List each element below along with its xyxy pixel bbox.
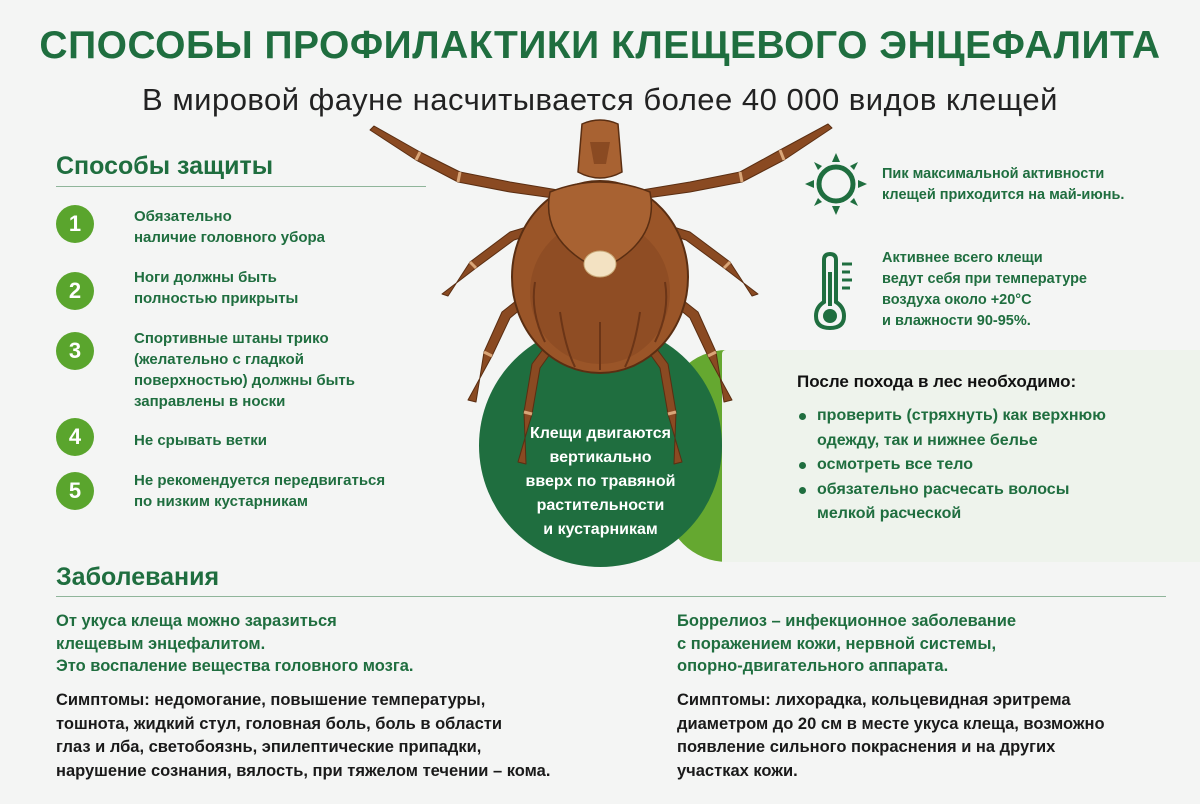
step-number-badge: 5 — [56, 472, 94, 510]
page-title: СПОСОБЫ ПРОФИЛАКТИКИ КЛЕЩЕВОГО ЭНЦЕФАЛИТА — [39, 24, 1161, 67]
page-subtitle: В мировой фауне насчитывается более 40 000 видов клещей — [142, 82, 1058, 117]
circle-text: Клещи двигаются вертикально вверх по травяной растительности и кустарникам — [525, 425, 676, 538]
encephalitis-symptoms: Симптомы: недомогание, повышение температуры, тошнота, жидкий стул, головная боль, боль в области глаз и лба, светобоязнь, эпилептические припадки, нарушение сознания, вялость, при тяжелом течении – кома. — [56, 691, 551, 780]
protection-item-text: Обязательно наличие головного убора — [134, 208, 326, 246]
step-number-badge: 3 — [56, 332, 94, 370]
protection-item-text: Не срывать ветки — [134, 432, 268, 449]
after-walk-item: обязательно расчесать волосы мелкой расческой — [797, 478, 1177, 527]
diseases-divider — [56, 596, 1166, 597]
step-number-badge: 1 — [56, 205, 94, 243]
step-number-badge: 2 — [56, 272, 94, 310]
encephalitis-intro: От укуса клеща можно заразиться клещевым энцефалитом. Это воспаление вещества головного мозга. — [56, 612, 414, 675]
after-walk-item: осмотреть все тело — [797, 453, 1177, 478]
thermometer-icon — [810, 252, 862, 332]
after-walk-item: проверить (стряхнуть) как верхнюю одежду, так и нижнее белье — [797, 404, 1177, 453]
after-walk-title: После похода в лес необходимо: — [797, 372, 1077, 391]
peak-activity-text: Пик максимальной активности клещей приходится на май-июнь. — [882, 166, 1125, 203]
sun-icon — [805, 153, 867, 215]
protection-section-title: Способы защиты — [56, 152, 274, 180]
borreliosis-intro: Боррелиоз – инфекционное заболевание с поражением кожи, нервной системы, опорно-двигательного аппарата. — [677, 612, 1017, 675]
borreliosis-symptoms: Симптомы: лихорадка, кольцевидная эритрема диаметром до 20 см в месте укуса клеща, возможно появление сильного покраснения и на других участках кожи. — [677, 691, 1105, 780]
step-number-badge: 4 — [56, 418, 94, 456]
protection-item-text: Ноги должны быть полностью прикрыты — [134, 269, 299, 307]
after-walk-list — [797, 404, 1177, 527]
temperature-text: Активнее всего клещи ведут себя при температуре воздуха около +20°С и влажности 90-95%. — [882, 250, 1087, 329]
diseases-section-title: Заболевания — [56, 563, 220, 591]
protection-item-text: Не рекомендуется передвигаться по низким кустарникам — [134, 472, 386, 510]
protection-item-text: Спортивные штаны трико (желательно с гладкой поверхностью) должны быть заправлены в носки — [134, 330, 355, 410]
